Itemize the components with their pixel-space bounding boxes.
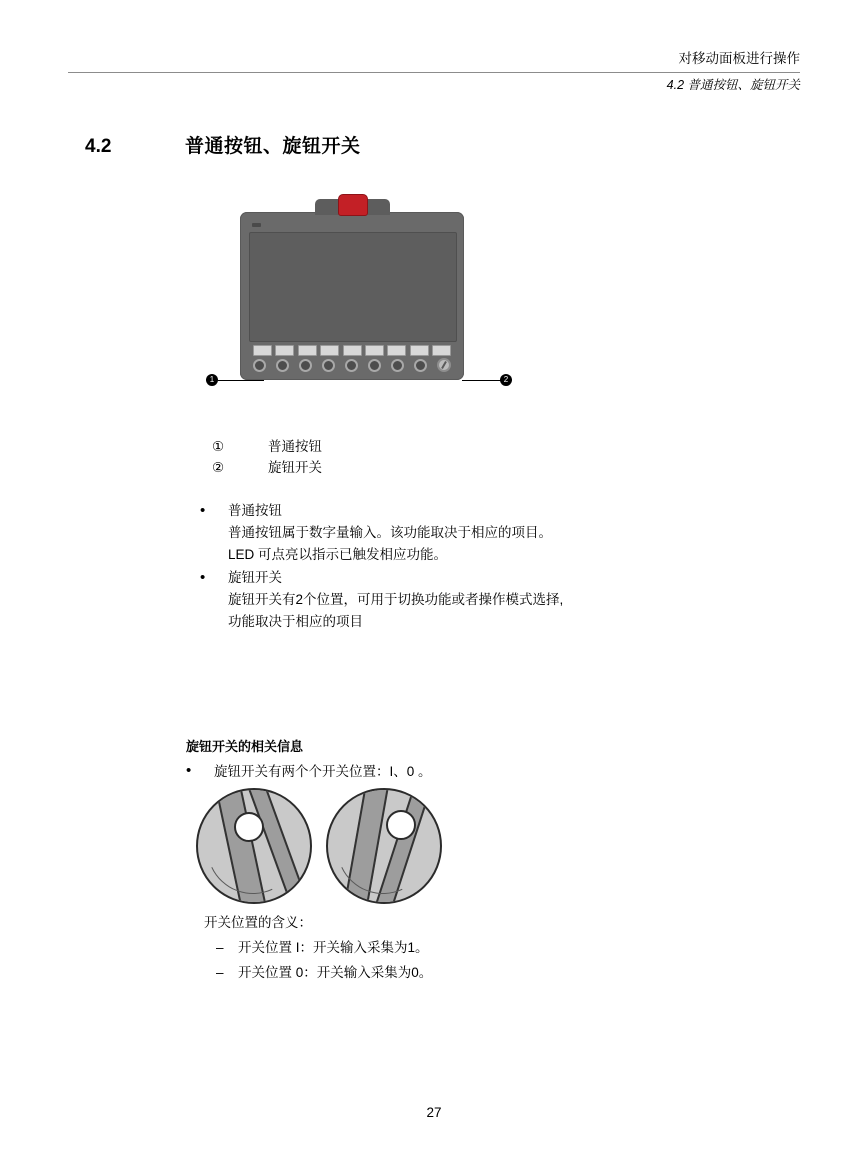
callout-badge-2: 2 [500,374,512,386]
header-title: 对移动面板进行操作 [678,51,800,66]
push-button-row [253,358,451,372]
push-button [391,359,404,372]
info-block-title: 旋钮开关的相关信息 [186,739,304,754]
callout-leader-line-2 [462,380,502,381]
dash-item-text: 开关位置 0：开关输入采集为0。 [238,965,433,980]
list-item-line: 功能取决于相应的项目 [228,614,363,629]
list-item-line: 旋钮开关有2个位置，可用于切换功能或者操作模式选择, [228,592,564,607]
bullet-marker: • [200,502,206,519]
header-divider [68,72,800,73]
list-item-line: 普通按钮属于数字量输入。该功能取决于相应的项目。 [228,525,552,540]
legend-mark: ① [212,439,225,454]
dash-marker: – [216,965,224,980]
push-button [276,359,289,372]
function-key [275,345,294,356]
function-key [410,345,429,356]
legend-row [212,457,322,478]
push-button [299,359,312,372]
callout-leader-line-1 [218,380,264,381]
legend-label: 普通按钮 [268,439,322,454]
list-item-body [228,500,552,566]
section-heading [85,131,800,158]
list-item-title: 旋钮开关 [228,570,282,585]
list-item-body [228,567,563,633]
device-figure [200,192,530,392]
knob-indicator-hole [386,810,416,840]
header-subtitle: 4.2 普通按钮、旋钮开关 [666,78,800,92]
figure-legend [212,436,322,478]
page-number: 27 [426,1105,442,1120]
list-item-line: LED 可点亮以指示已触发相应功能。 [228,547,448,562]
bullet-marker: • [200,569,206,586]
function-key [387,345,406,356]
push-button [345,359,358,372]
dash-item-text: 开关位置 I：开关输入采集为1。 [238,940,429,955]
mobile-panel-device [240,212,464,380]
function-key [298,345,317,356]
page-footer [0,1105,868,1120]
push-button [368,359,381,372]
emergency-stop-button [338,194,368,216]
section-number: 4.2 [85,136,112,157]
dash-marker: – [216,940,224,955]
dash-list-item [204,935,724,960]
page-header [68,50,800,94]
function-key [253,345,272,356]
info-block-bullet [186,760,746,782]
list-item [200,500,720,566]
legend-mark: ② [212,460,225,475]
knob-position-0-image [326,788,442,904]
info-bullet-text: 旋钮开关有两个个开关位置：I、0 。 [214,764,432,779]
dash-list-item [204,960,724,985]
status-led [252,223,261,227]
function-key [320,345,339,356]
function-key [343,345,362,356]
function-key-row [253,345,451,356]
bullet-marker: • [186,762,192,779]
function-key [432,345,451,356]
caption-heading: 开关位置的含义： [204,915,312,930]
push-button [253,359,266,372]
legend-label: 旋钮开关 [268,460,322,475]
switch-position-explanation [204,910,724,985]
key-switch-knob [437,358,451,372]
knob-indicator-hole [234,812,264,842]
function-key [365,345,384,356]
list-item-title: 普通按钮 [228,503,282,518]
callout-badge-1: 1 [206,374,218,386]
description-bullet-list [200,500,720,634]
legend-row [212,436,322,457]
knob-position-i-image [196,788,312,904]
knob-position-figures [196,788,456,906]
push-button [414,359,427,372]
list-item [200,567,720,633]
device-display [249,232,457,342]
section-title: 普通按钮、旋钮开关 [185,136,361,157]
push-button [322,359,335,372]
